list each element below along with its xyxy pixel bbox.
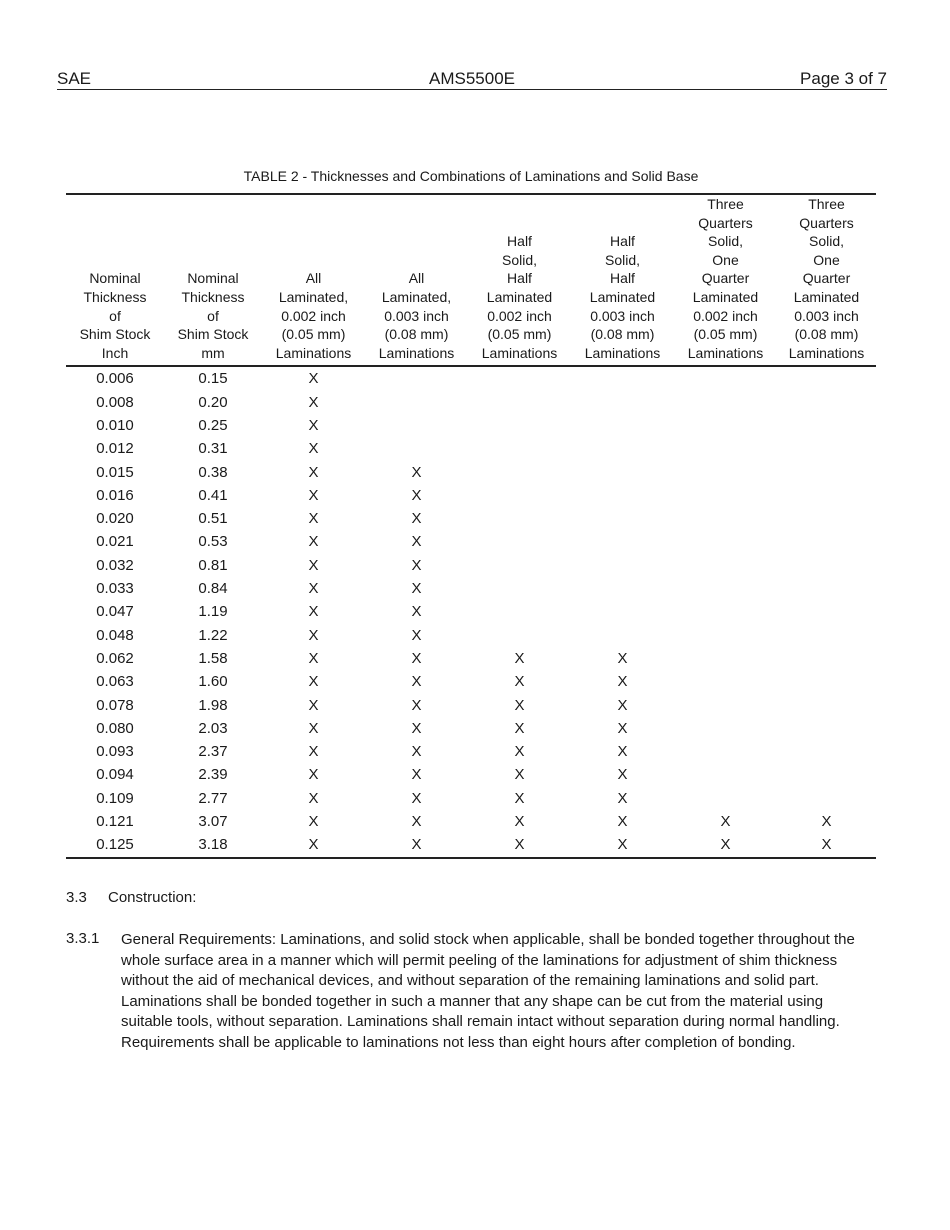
table-row	[66, 484, 876, 507]
table-cell: X	[308, 393, 319, 411]
column-header	[674, 194, 777, 366]
column-header-line: Quarter	[802, 270, 851, 287]
table-cell	[468, 624, 571, 647]
table-cell	[468, 366, 571, 390]
table-cell: X	[617, 789, 628, 807]
section-paragraph: General Requirements: Laminations, and solid stock when applicable, shall be bonded together throughout the whole surface area in a manner which will permit peeling of the laminations for adjustment of shim thickness without the aid of mechanical devices, and without separation of the remaining laminations and solid part. Laminations shall be bonded together in such a manner that any shape can be cut from the material using suitable tools, without separation. Laminations shall remain intact without separation during normal handling. Requirements shall be applicable to laminations not less than eight hours after completion of bonding.	[121, 931, 855, 1051]
column-header-line: Laminations	[378, 344, 455, 361]
table-cell: 0.062	[96, 649, 134, 667]
table-cell	[674, 694, 777, 717]
table-row	[66, 740, 876, 763]
table-cell	[777, 763, 876, 786]
table-cell: 3.07	[198, 812, 228, 830]
table-cell: X	[308, 556, 319, 574]
table-cell: 0.020	[96, 510, 134, 528]
table-row	[66, 694, 876, 717]
table-cell	[674, 717, 777, 740]
table-cell: X	[571, 833, 674, 857]
column-header-line: Solid,	[707, 233, 744, 250]
table-cell: X	[308, 416, 319, 434]
table-cell: 0.125	[66, 833, 164, 857]
table-row	[66, 437, 876, 460]
table-cell	[468, 577, 571, 600]
table-cell	[674, 507, 777, 530]
table-cell	[674, 530, 777, 553]
table-cell: X	[262, 833, 365, 857]
table-cell: X	[411, 533, 422, 551]
table-cell: X	[720, 812, 731, 830]
column-header-line: (0.05 mm)	[693, 326, 758, 343]
table-title: TABLE 2 - Thicknesses and Combinations of Laminations and Solid Base	[243, 168, 699, 184]
table-cell	[777, 414, 876, 437]
table-cell: 0.078	[96, 696, 134, 714]
table-cell: 0.20	[198, 393, 228, 411]
table-cell: X	[411, 580, 422, 598]
section-number: 3.3	[66, 889, 87, 906]
table-cell	[571, 577, 674, 600]
table-cell: X	[468, 833, 571, 857]
table-cell: X	[308, 510, 319, 528]
table-cell	[674, 740, 777, 763]
table-row	[66, 577, 876, 600]
section-title: Construction:	[108, 889, 197, 906]
table-cell: X	[308, 812, 319, 830]
table-cell: X	[411, 463, 422, 481]
table-row	[66, 624, 876, 647]
table-cell: X	[308, 626, 319, 644]
table-row	[66, 366, 876, 390]
table-cell: X	[308, 696, 319, 714]
table-cell	[571, 484, 674, 507]
table-cell: X	[411, 510, 422, 528]
table-cell: 0.006	[96, 370, 134, 388]
table-cell: X	[308, 486, 319, 504]
column-header-line: (0.08 mm)	[384, 326, 449, 343]
table-cell: X	[308, 580, 319, 598]
table-cell	[365, 391, 468, 414]
table-cell	[777, 507, 876, 530]
column-header	[164, 194, 262, 366]
column-header-line: Laminated	[692, 288, 759, 305]
table-cell: X	[411, 766, 422, 784]
table-cell	[777, 624, 876, 647]
column-header-line: Quarter	[701, 270, 750, 287]
column-header-line: 0.003 inch	[794, 307, 859, 324]
table-cell: X	[514, 696, 525, 714]
column-header-line: Three	[707, 196, 744, 212]
table-cell: X	[308, 440, 319, 458]
table-cell	[674, 461, 777, 484]
column-header-line: (0.08 mm)	[590, 326, 655, 343]
table-cell	[468, 530, 571, 553]
column-header-line: 0.003 inch	[384, 307, 449, 324]
table-cell	[468, 437, 571, 460]
column-header-line: All	[305, 270, 322, 287]
table-row	[66, 810, 876, 833]
table-cell: X	[411, 743, 422, 761]
table-cell: X	[308, 533, 319, 551]
table-cell	[571, 437, 674, 460]
column-header-line: Laminated	[589, 288, 656, 305]
table-row	[66, 763, 876, 786]
column-header-line: mm	[201, 344, 225, 361]
column-header-line: Shim Stock	[79, 326, 151, 343]
table-cell: 0.021	[96, 533, 134, 551]
table-cell	[674, 647, 777, 670]
table-cell: 0.032	[96, 556, 134, 574]
table-cell	[674, 391, 777, 414]
header-org: SAE	[57, 69, 92, 88]
table-cell: X	[308, 370, 319, 388]
column-header-line: 0.002 inch	[487, 307, 552, 324]
header-page-number: Page 3 of 7	[800, 69, 887, 88]
table-cell	[777, 717, 876, 740]
table-row	[66, 717, 876, 740]
table-cell: 0.012	[96, 440, 134, 458]
table-cell: X	[411, 696, 422, 714]
table-cell: 0.033	[96, 580, 134, 598]
column-header-line: Laminations	[275, 344, 352, 361]
column-header-line: Half	[610, 270, 635, 287]
table-row	[66, 833, 876, 857]
table-cell	[777, 647, 876, 670]
table-cell	[674, 763, 777, 786]
table-cell	[674, 366, 777, 390]
table-cell: X	[308, 766, 319, 784]
table-cell: X	[514, 719, 525, 737]
table-cell: 0.093	[96, 743, 134, 761]
table-cell	[468, 461, 571, 484]
table-cell	[674, 577, 777, 600]
column-header-line: Laminated,	[381, 288, 452, 305]
table-cell: X	[674, 833, 777, 857]
table-cell: 2.37	[198, 743, 228, 761]
table-cell	[468, 507, 571, 530]
table-cell: X	[617, 649, 628, 667]
table-row	[66, 414, 876, 437]
table-cell: 0.53	[198, 533, 228, 551]
table-cell	[674, 787, 777, 810]
column-header	[777, 194, 876, 366]
table-cell: X	[308, 719, 319, 737]
table-cell	[365, 414, 468, 437]
table-cell	[468, 391, 571, 414]
table-cell: X	[411, 719, 422, 737]
table-cell: 0.008	[96, 393, 134, 411]
table-cell: 0.094	[96, 766, 134, 784]
column-header-line: Inch	[101, 344, 129, 361]
column-header-line: of	[207, 307, 219, 324]
table-cell: X	[411, 486, 422, 504]
table-cell: X	[617, 766, 628, 784]
table-cell: X	[514, 789, 525, 807]
table-cell	[365, 366, 468, 390]
column-header-line: Laminations	[788, 344, 865, 361]
table-cell	[777, 437, 876, 460]
table-cell: X	[411, 603, 422, 621]
table-cell	[777, 670, 876, 693]
column-header-line: 0.002 inch	[693, 307, 758, 324]
table-cell	[777, 366, 876, 390]
table-cell: 3.18	[164, 833, 262, 857]
table-row	[66, 600, 876, 623]
table-cell: X	[411, 812, 422, 830]
column-header-line: Laminated	[486, 288, 553, 305]
table-cell: X	[617, 719, 628, 737]
table-cell: X	[617, 673, 628, 691]
table-cell: 0.047	[96, 603, 134, 621]
table-cell	[674, 600, 777, 623]
table-cell: 0.121	[96, 812, 134, 830]
column-header-line: Nominal	[187, 270, 239, 287]
column-header-line: Thickness	[83, 288, 147, 305]
column-header-line: 0.003 inch	[590, 307, 655, 324]
table-cell: X	[308, 789, 319, 807]
column-header-line: Nominal	[89, 270, 141, 287]
table-cell: X	[617, 743, 628, 761]
table-cell: X	[617, 696, 628, 714]
column-header-line: Solid,	[604, 251, 641, 268]
table-cell	[777, 740, 876, 763]
table-cell: X	[365, 833, 468, 857]
table-cell	[777, 391, 876, 414]
table-cell: 2.03	[198, 719, 228, 737]
table-cell: X	[411, 649, 422, 667]
table-cell	[468, 414, 571, 437]
column-header-line: Laminated	[793, 288, 860, 305]
column-header-line: Three	[808, 196, 845, 212]
table-cell: 0.31	[198, 440, 228, 458]
table-cell	[777, 530, 876, 553]
table-cell: 0.51	[198, 510, 228, 528]
table-cell	[777, 787, 876, 810]
table-cell	[777, 484, 876, 507]
table-cell: X	[308, 743, 319, 761]
table-cell	[571, 554, 674, 577]
table-row	[66, 391, 876, 414]
column-header	[66, 194, 164, 366]
column-header-line: 0.002 inch	[281, 307, 346, 324]
table-cell: 2.77	[198, 789, 228, 807]
table-cell: X	[617, 812, 628, 830]
section-3-3	[66, 889, 196, 906]
table-cell: 1.60	[198, 673, 228, 691]
table-cell	[674, 484, 777, 507]
table-body	[66, 366, 876, 857]
table-row	[66, 554, 876, 577]
header-doc-number: AMS5500E	[429, 69, 515, 88]
column-header-line: Laminations	[584, 344, 661, 361]
table-cell	[674, 437, 777, 460]
column-header-line: Thickness	[181, 288, 245, 305]
table-cell	[571, 391, 674, 414]
table-cell	[365, 437, 468, 460]
column-header	[571, 194, 674, 366]
table-cell: X	[411, 556, 422, 574]
table-cell: 2.39	[198, 766, 228, 784]
column-header-line: Solid,	[808, 233, 845, 250]
table-row	[66, 647, 876, 670]
section-3-3-1	[66, 930, 866, 1053]
table-cell	[777, 577, 876, 600]
table-cell: X	[411, 673, 422, 691]
table-cell	[571, 530, 674, 553]
table-cell: 0.84	[198, 580, 228, 598]
table-cell	[674, 670, 777, 693]
table-cell: 0.15	[198, 370, 228, 388]
column-header-line: Quarters	[698, 214, 753, 231]
table-row	[66, 670, 876, 693]
column-header	[365, 194, 468, 366]
table-cell	[468, 600, 571, 623]
table-cell	[777, 461, 876, 484]
table-row	[66, 530, 876, 553]
table-cell: 0.41	[198, 486, 228, 504]
section-number: 3.3.1	[66, 930, 100, 947]
table-cell	[674, 554, 777, 577]
table-cell	[777, 694, 876, 717]
table-cell: 0.016	[96, 486, 134, 504]
table-cell	[468, 554, 571, 577]
column-header-line: Solid,	[501, 251, 538, 268]
table-cell	[571, 366, 674, 390]
table-cell: X	[777, 833, 876, 857]
thickness-table	[66, 193, 876, 859]
table-cell: X	[821, 812, 832, 830]
table-cell: 1.19	[198, 603, 228, 621]
table-cell: 1.22	[198, 626, 228, 644]
table-cell: 0.063	[96, 673, 134, 691]
table-cell	[777, 600, 876, 623]
table-cell: X	[308, 649, 319, 667]
column-header-line: Laminations	[687, 344, 764, 361]
table-cell: 0.010	[96, 416, 134, 434]
table-cell	[571, 507, 674, 530]
table-cell: X	[411, 789, 422, 807]
column-header-line: Quarters	[799, 214, 854, 231]
table-cell: X	[514, 743, 525, 761]
table-cell: X	[308, 603, 319, 621]
table-cell: 0.81	[198, 556, 228, 574]
table-header-row	[66, 194, 876, 366]
table-cell: 0.25	[198, 416, 228, 434]
table-cell: X	[411, 626, 422, 644]
table-cell: 0.38	[198, 463, 228, 481]
table-row	[66, 787, 876, 810]
table-cell: X	[514, 766, 525, 784]
column-header-line: All	[408, 270, 425, 287]
page-header	[57, 69, 887, 90]
table-cell: 0.048	[96, 626, 134, 644]
column-header-line: Half	[610, 233, 635, 250]
table-row	[66, 507, 876, 530]
table-cell: 1.58	[198, 649, 228, 667]
column-header	[468, 194, 571, 366]
column-header	[262, 194, 365, 366]
column-header-line: Half	[507, 233, 532, 250]
column-header-line: One	[712, 251, 739, 268]
table-cell: X	[514, 812, 525, 830]
table-cell: X	[514, 649, 525, 667]
table-cell	[571, 624, 674, 647]
table-cell	[468, 484, 571, 507]
column-header-line: Laminations	[481, 344, 558, 361]
column-header-line: of	[109, 307, 121, 324]
column-header-line: Shim Stock	[177, 326, 249, 343]
column-header-line: Half	[507, 270, 532, 287]
table-cell: 0.015	[96, 463, 134, 481]
table-cell: 0.109	[96, 789, 134, 807]
table-cell	[571, 461, 674, 484]
column-header-line: One	[813, 251, 840, 268]
table-cell	[674, 414, 777, 437]
column-header-line: (0.05 mm)	[487, 326, 552, 343]
table-cell: X	[308, 463, 319, 481]
table-cell: X	[514, 673, 525, 691]
table-cell: X	[308, 673, 319, 691]
table-cell	[571, 414, 674, 437]
table-cell	[571, 600, 674, 623]
column-header-line: (0.05 mm)	[281, 326, 346, 343]
table-cell	[777, 554, 876, 577]
table-row	[66, 461, 876, 484]
column-header-line: (0.08 mm)	[794, 326, 859, 343]
table-cell: 1.98	[198, 696, 228, 714]
column-header-line: Laminated,	[278, 288, 349, 305]
table-cell	[674, 624, 777, 647]
table-cell: 0.080	[96, 719, 134, 737]
